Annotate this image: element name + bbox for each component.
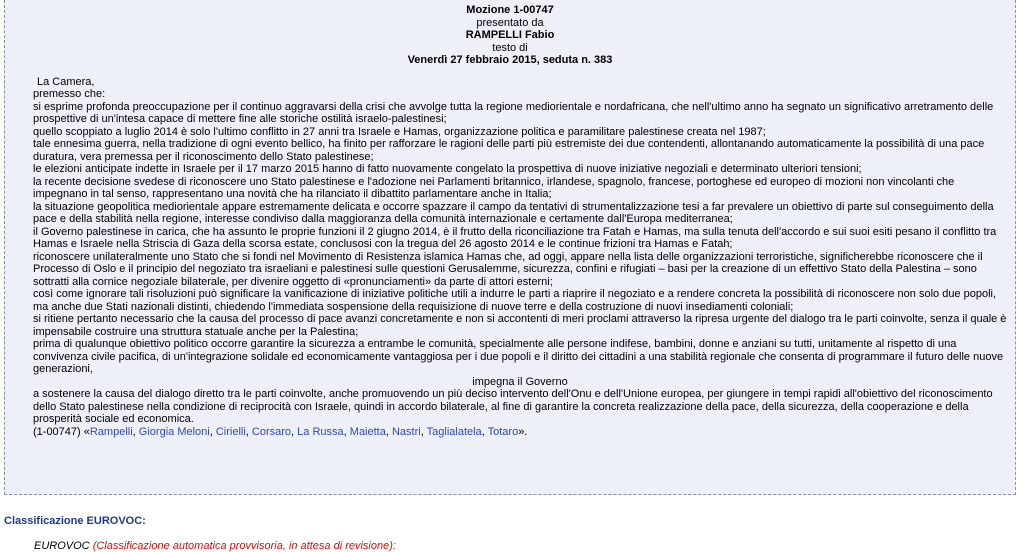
eurovoc-line	[34, 540, 396, 552]
author-link[interactable]: Rampelli	[89, 425, 133, 438]
text-of-label: testo di	[492, 41, 528, 54]
premesso-line: premesso che:	[33, 88, 106, 100]
paragraph: le elezioni anticipate indette in Israele per il 17 marzo 2015 hanno di fatto nuovamente congelato la prospettiva di nuove iniziative negoziali e determinato ulteriori tensioni;	[33, 163, 862, 175]
paragraph: riconoscere unilateralmente uno Stato che si fondi nel Movimento di Resistenza islamica Hamas che, ad oggi, appare nella lista delle organizzazioni terroristiche, significherebbe riconoscere che il Processo di Oslo e il principio del negoziato tra israeliani e palestinesi sulle questioni Gerusalemme, sicurezza, confini e rifugiati – basi per la creazione di un effettivo Stato della Palestina – sono sottratti alla cornice negoziale bilaterale, per divenire oggetto di «pronunciamenti» da parte di attori esterni;	[33, 250, 983, 288]
classification-title: Classificazione EUROVOC:	[4, 515, 146, 527]
paragraph: il Governo palestinese in carica, che ha assunto le proprie funzioni il 2 giugno 2014, è il frutto della riconciliazione tra Fatah e Hamas, ma sulla tenuta dell'accordo e sui suoi esiti pesano il conflitto tra Hamas e Israele nella Striscia di Gaza della scorsa estate, conclusosi con la tregua del 26 agosto 2014 e le continue frizioni tra Hamas e Fatah;	[33, 225, 997, 250]
reference-suffix: ».	[518, 425, 528, 438]
reference-prefix: (1-00747) «	[33, 425, 90, 438]
author-link[interactable]: La Russa	[297, 425, 344, 438]
eurovoc-note: (Classificazione automatica provvisoria, in attesa di revisione):	[92, 540, 396, 552]
eurovoc-label: EUROVOC	[34, 540, 90, 552]
paragraph: quello scoppiato a luglio 2014 è solo l'ultimo conflitto in 27 anni tra Israele e Hamas, organizzazione politica e paramilitare palestinese creata nel 1987;	[33, 125, 766, 138]
paragraph: così come ignorare tali risoluzioni può significare la vanificazione di iniziative politiche utili a indurre le parti a riaprire il negoziato e a rendere concreta la possibilità di riconoscere non solo due popoli, ma anche due Stati nazionali distinti, chiedendo l'immediata sospensione della requisizione di nuove terre e della costruzione di nuovi insediamenti coloniali;	[33, 288, 997, 313]
motion-document	[4, 0, 1016, 495]
paragraph: la situazione geopolitica mediorientale appare estremamente delicata e occorre spazzare il campo da tentativi di strumentalizzazione tesi a far prevalere un obiettivo di parte sul conseguimento della pace e della stabilità nella regione, interesse condiviso dalla maggioranza della comunità internazionale e certamente dall'Europa mediterranea;	[33, 200, 994, 225]
author-separator: ,	[209, 425, 216, 438]
author-link[interactable]: Taglialatela	[426, 425, 482, 438]
motion-number: Mozione 1-00747	[466, 4, 554, 16]
author-link[interactable]: Totaro	[487, 425, 519, 438]
camera-line: La Camera,	[37, 75, 95, 88]
author-separator: ,	[481, 425, 488, 438]
motion-body	[33, 76, 1007, 439]
conclusion-paragraph: a sostenere la causa del dialogo diretto tra le parti coinvolte, anche promuovendo un più deciso intervento dell'Onu e dell'Unione europea, per giungere in tempi rapidi all'obiettivo del riconoscimento dello Stato palestinese nella condizione di reciprocità con Israele, quindi in accordo bilaterale, al fine di garantire la concreta realizzazione della pace, della sicurezza, della cooperazione e della prosperità sociale ed economica.	[33, 388, 993, 425]
author-separator: ,	[132, 425, 139, 438]
author-link[interactable]: Cirielli	[215, 425, 246, 438]
session-date: Venerdì 27 febbraio 2015, seduta n. 383	[407, 54, 613, 66]
author-link[interactable]: Corsaro	[251, 425, 292, 438]
author-link[interactable]: Maietta	[349, 425, 386, 438]
impegna-heading: impegna il Governo	[472, 375, 568, 388]
author-separator: ,	[245, 425, 252, 438]
author-separator: ,	[385, 425, 392, 438]
author-link[interactable]: Nastri	[391, 425, 421, 438]
paragraph: prima di qualunque obiettivo politico occorre garantire la sicurezza a entrambe le comunità, specialmente alle persone indifese, bambini, donne e anziani su tutti, unitamente al rispetto di una convivenza civile pacifica, di un'integrazione solidale ed economicamente vantaggiosa per i due popoli e il diritto dei cittadini a una stabilità regionale che consenta di programmare il futuro delle nuove generazioni,	[33, 338, 1004, 375]
author-name: RAMPELLI Fabio	[465, 29, 555, 41]
presented-by-label: presentato da	[476, 16, 544, 29]
author-separator: ,	[291, 425, 298, 438]
author-link[interactable]: Giorgia Meloni	[138, 425, 210, 438]
paragraph: tale ennesima guerra, nella tradizione di ogni evento bellico, ha finito per rafforzare le ragioni delle parti più estremiste dei due contendenti, allontanando automaticamente la possibilità di una pace duratura, vera premessa per il riconoscimento dello Stato palestinese;	[33, 138, 985, 163]
signatories-line	[33, 426, 1007, 439]
author-separator: ,	[343, 425, 350, 438]
author-separator: ,	[420, 425, 427, 438]
motion-header	[13, 4, 1007, 67]
paragraph: la recente decisione svedese di riconoscere uno Stato palestinese e l'adozione nei Parlamenti britannico, irlandese, spagnolo, francese, portoghese ed europeo di mozioni non vincolanti che impegnano in tal senso, rappresentano una novità che ha rilanciato il dibattito parlamentare anche in Italia;	[33, 175, 955, 200]
paragraph: si esprime profonda preoccupazione per il continuo aggravarsi della crisi che avvolge tutta la regione mediorientale e nordafricana, che nell'ultimo anno ha segnato un significativo arretramento delle prospettive di un'intesa capace di mettere fine alle storiche ostilità israelo-palestinesi;	[33, 100, 994, 125]
paragraph: si ritiene pertanto necessario che la causa del processo di pace avanzi concretamente e non si accontenti di meri proclami attraverso la ripresa urgente del dialogo tra le parti coinvolte, senza il quale è impensabile costruire una struttura statuale anche per la Palestina;	[33, 313, 1007, 338]
